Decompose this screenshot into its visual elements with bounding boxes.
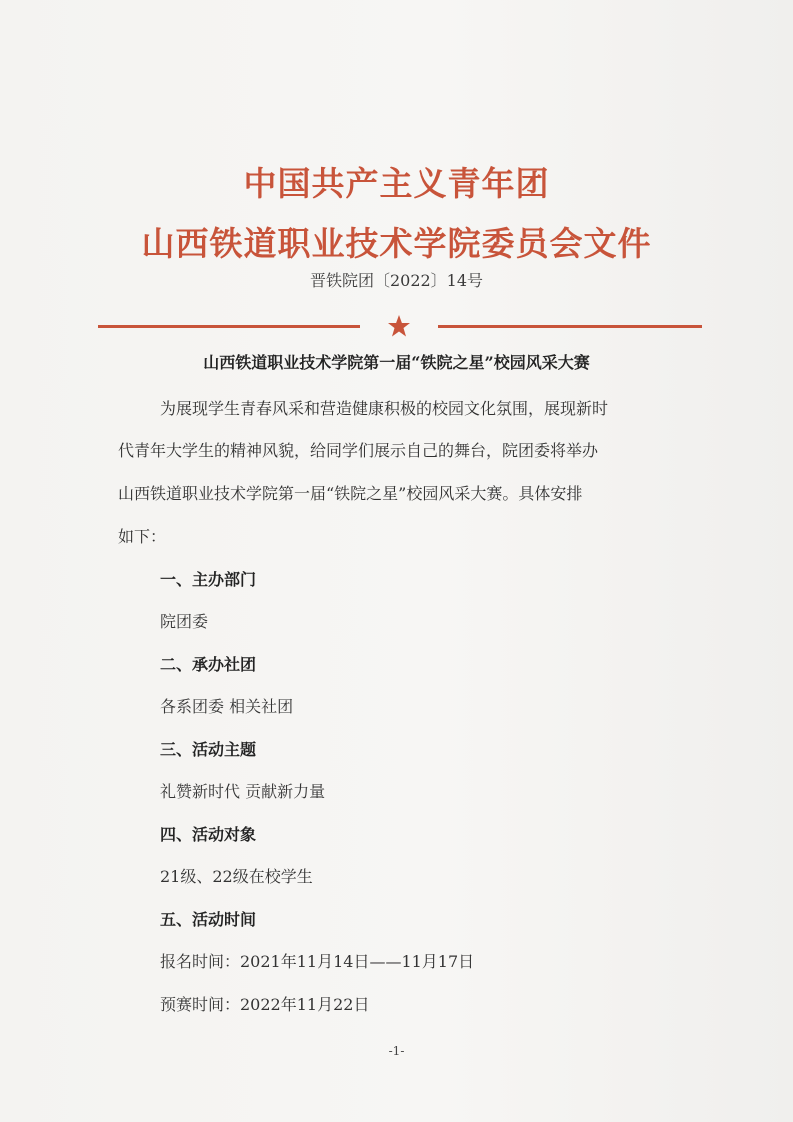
document-title: 山西铁道职业技术学院第一届“铁院之星”校园风采大赛 xyxy=(203,353,590,372)
intro-line-3: 山西铁道职业技术学院第一届“铁院之星”校园风采大赛。具体安排 xyxy=(118,484,583,503)
section-heading-schedule: 五、活动时间 xyxy=(160,910,257,929)
star-icon xyxy=(387,314,411,338)
section-heading-organizer: 一、主办部门 xyxy=(160,570,257,589)
header-rule-left xyxy=(98,325,360,328)
header-rule-right xyxy=(438,325,702,328)
section-item: 21级、22级在校学生 xyxy=(160,867,313,886)
section-item: 院团委 xyxy=(160,612,209,631)
section-heading-theme: 三、活动主题 xyxy=(160,740,257,759)
issuer-line-1: 中国共产主义青年团 xyxy=(243,164,550,203)
intro-line-2: 代青年大学生的精神风貌，给同学们展示自己的舞台，院团委将举办 xyxy=(118,441,599,460)
section-heading-co-organizer: 二、承办社团 xyxy=(160,655,257,674)
page-number: -1- xyxy=(388,1044,405,1058)
document-number: 晋铁院团〔2022〕14号 xyxy=(309,271,484,290)
section-item: 各系团委 相关社团 xyxy=(160,697,294,716)
section-item: 礼赞新时代 贡献新力量 xyxy=(160,782,326,801)
section-item: 报名时间：2021年11月14日——11月17日 xyxy=(160,952,475,971)
intro-line-4: 如下： xyxy=(118,527,167,546)
intro-line-1: 为展现学生青春风采和营造健康积极的校园文化氛围，展现新时 xyxy=(160,399,609,418)
section-heading-participants: 四、活动对象 xyxy=(160,825,257,844)
issuer-line-2: 山西铁道职业技术学院委员会文件 xyxy=(141,224,652,263)
section-item: 预赛时间：2022年11月22日 xyxy=(160,995,370,1014)
